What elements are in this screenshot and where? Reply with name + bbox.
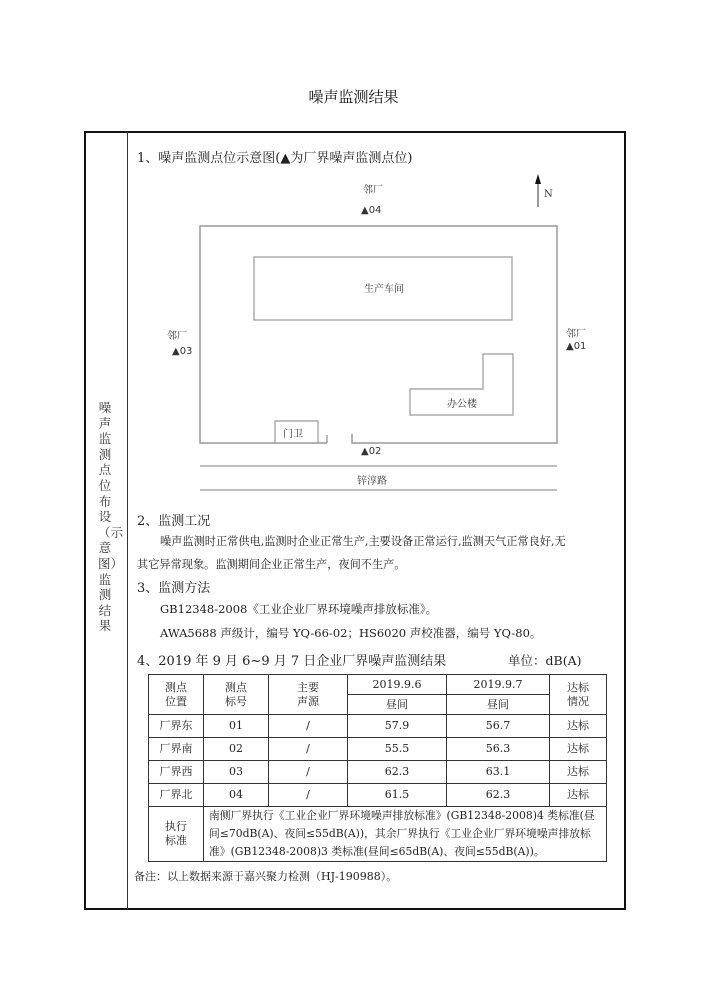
cell-source: /	[269, 715, 348, 738]
header-position: 测点 位置	[149, 675, 204, 715]
section3-line1: GB12348-2008《工业企业厂界环境噪声排放标准》。	[160, 602, 438, 616]
table-row	[149, 784, 607, 807]
header-source: 主要 声源	[269, 675, 348, 715]
standard-row	[149, 807, 607, 862]
cell-status: 达标	[550, 715, 607, 738]
gate-label: 门卫	[283, 429, 303, 440]
north-arrow-icon	[535, 174, 541, 207]
cell-day2: 62.3	[447, 784, 550, 807]
cell-day1: 55.5	[348, 738, 447, 761]
north-label: N	[544, 189, 553, 200]
table-header-row	[149, 675, 607, 695]
section4-heading: 4、2019 年 9 月 6~9 月 7 日企业厂界噪声监测结果	[137, 654, 447, 669]
road-label: 锌淳路	[357, 476, 387, 487]
section3-heading: 3、监测方法	[137, 581, 211, 596]
header-number: 测点 标号	[204, 675, 269, 715]
cell-position: 厂界南	[149, 738, 204, 761]
table-row	[149, 715, 607, 738]
cell-status: 达标	[550, 761, 607, 784]
results-table	[148, 674, 607, 862]
cell-day1: 62.3	[348, 761, 447, 784]
cell-number: 02	[204, 738, 269, 761]
cell-source: /	[269, 738, 348, 761]
cell-number: 01	[204, 715, 269, 738]
header-date1: 2019.9.6	[348, 675, 447, 695]
header-date2: 2019.9.7	[447, 675, 550, 695]
monitor-point-03: ▲03	[172, 346, 193, 357]
note-text: 备注：以上数据来源于嘉兴聚力检测（HJ-190988）。	[134, 870, 398, 883]
unit-label: 单位：dB(A)	[508, 653, 582, 668]
cell-day1: 61.5	[348, 784, 447, 807]
standard-label: 执行 标准	[149, 807, 204, 862]
section2-heading: 2、监测工况	[137, 514, 211, 529]
header-status: 达标 情况	[550, 675, 607, 715]
north-neighbor-label: 邻厂	[363, 185, 383, 196]
cell-number: 03	[204, 761, 269, 784]
monitor-point-02: ▲02	[361, 446, 382, 457]
office-label: 办公楼	[447, 399, 477, 410]
cell-number: 04	[204, 784, 269, 807]
table-row	[149, 738, 607, 761]
cell-position: 厂界西	[149, 761, 204, 784]
cell-day2: 56.7	[447, 715, 550, 738]
cell-position: 厂界东	[149, 715, 204, 738]
section2-line1: 噪声监测时正常供电,监测时企业正常生产,主要设备正常运行,监测天气正常良好,无	[160, 535, 566, 548]
cell-position: 厂界北	[149, 784, 204, 807]
cell-source: /	[269, 784, 348, 807]
section3-line2: AWA5688 声级计，编号 YQ-66-02；HS6020 声校准器，编号 YQ-80。	[160, 626, 542, 640]
cell-day2: 56.3	[447, 738, 550, 761]
monitor-point-04: ▲04	[361, 205, 382, 216]
standard-text: 南侧厂界执行《工业企业厂界环境噪声排放标准》(GB12348-2008)4 类标准(昼间≤70dB(A)、夜间≤55dB(A))，其余厂界执行《工业企业厂界环境噪声排放标准》(GB12348-2008)3 类标准(昼间≤65dB(A)、夜间≤55dB(A))。	[204, 807, 607, 862]
cell-source: /	[269, 761, 348, 784]
cell-status: 达标	[550, 784, 607, 807]
section1-heading: 1、噪声监测点位示意图(▲为厂界噪声监测点位)	[137, 151, 413, 166]
monitor-point-01: ▲01	[566, 341, 587, 352]
section2-line2: 其它异常现象。监测期间企业正常生产，夜间不生产。	[137, 558, 406, 571]
page-title: 噪声监测结果	[308, 88, 399, 106]
header-period1: 昼间	[348, 695, 447, 715]
table-row	[149, 761, 607, 784]
header-period2: 昼间	[447, 695, 550, 715]
workshop-label: 生产车间	[364, 284, 404, 295]
cell-status: 达标	[550, 738, 607, 761]
cell-day1: 57.9	[348, 715, 447, 738]
cell-day2: 63.1	[447, 761, 550, 784]
side-label: 噪声监测点位布设（示意图）监测结果	[98, 400, 124, 634]
east-neighbor-label: 邻厂	[566, 329, 586, 340]
west-neighbor-label: 邻厂	[167, 331, 187, 342]
